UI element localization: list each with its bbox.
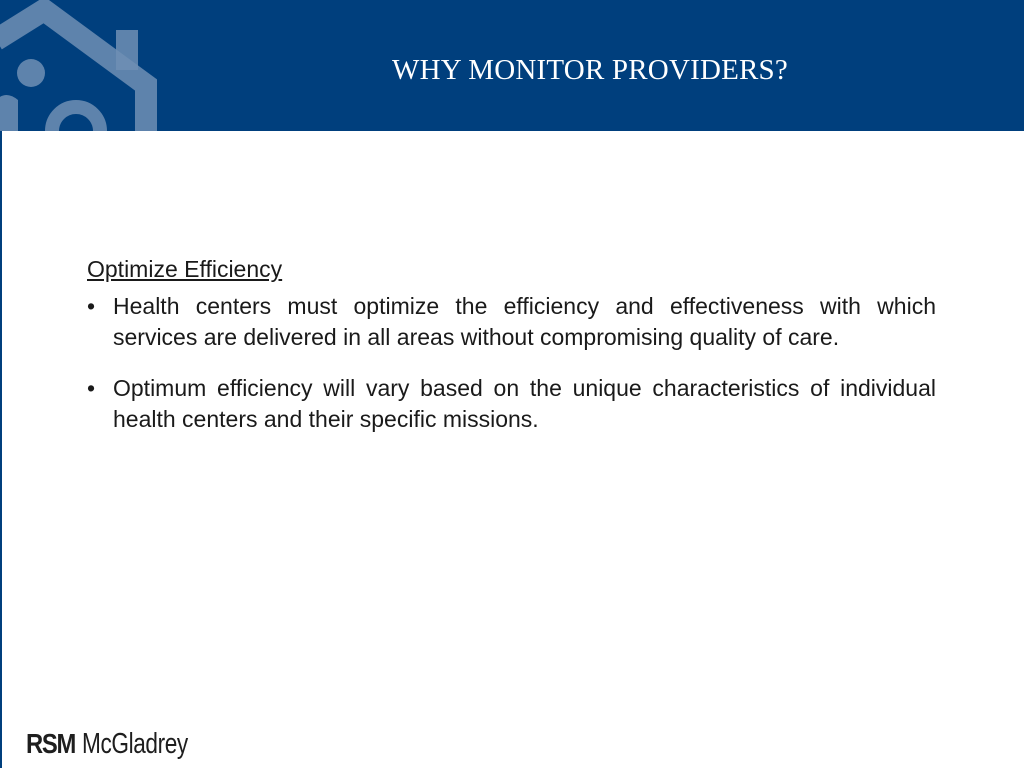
bullet-text: Health centers must optimize the efficiency and effectiveness with which services are delivered in all areas without compromising quality of care. [113, 293, 936, 350]
slide-title: WHY MONITOR PROVIDERS? [392, 54, 788, 86]
house-logo-icon [0, 0, 176, 131]
slide-header [0, 0, 1024, 131]
bullet-dot-icon: • [87, 293, 96, 319]
bullet-item [87, 291, 936, 353]
company-logo [26, 724, 218, 764]
left-border-rule [0, 131, 2, 768]
section-heading: Optimize Efficiency [87, 256, 283, 282]
bullet-text: Optimum efficiency will vary based on the unique characteristics of individual health centers and their specific missions. [113, 375, 936, 432]
bullet-dot-icon: • [87, 375, 96, 401]
logo-mcgladrey: McGladrey [82, 727, 188, 760]
slide-body [87, 254, 936, 455]
logo-rsm: RSM [26, 728, 76, 759]
bullet-list [87, 291, 936, 435]
bullet-item [87, 373, 936, 435]
